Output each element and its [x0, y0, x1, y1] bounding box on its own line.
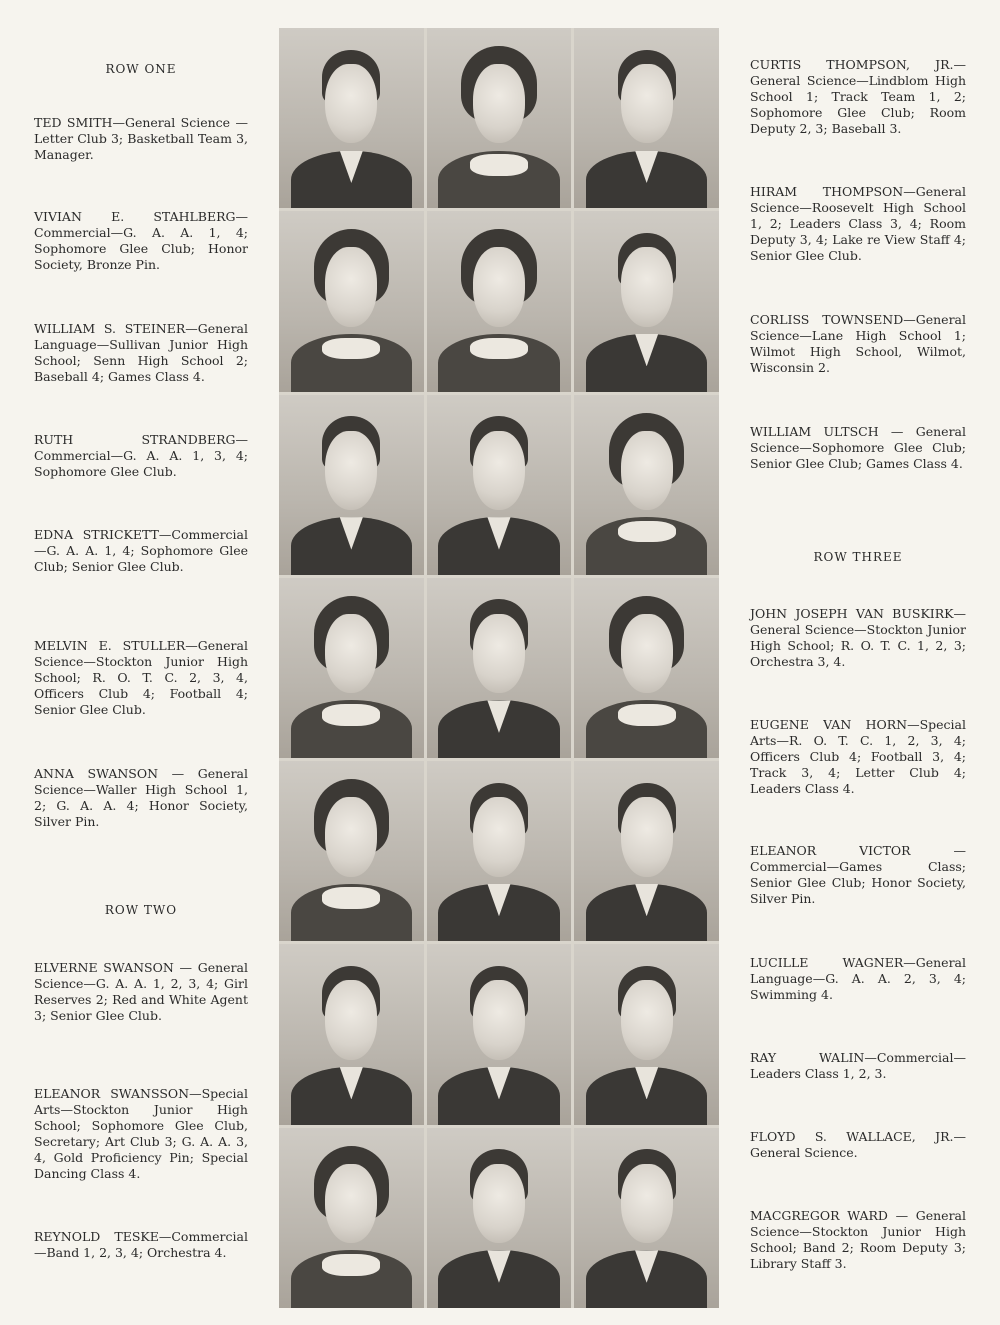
entry-eleanor-victor: ELEANOR VICTOR — Commercial—Games Class; Senior Glee Club; Honor Society, Silver Pin.	[750, 843, 966, 906]
row-three-heading: ROW THREE	[813, 550, 903, 564]
entry-ruth-strandberg: RUTH STRANDBERG—Commercial—G. A. A. 1, 3, 4; Sophomore Glee Club.	[34, 432, 248, 479]
portrait-lucille-wagner	[279, 1128, 424, 1308]
portrait-edna-strickett	[427, 211, 572, 391]
row-two-heading: ROW TWO	[104, 903, 178, 917]
portrait-hiram-thompson	[574, 211, 719, 391]
entry-eugene-van-horn: EUGENE VAN HORN—Special Arts—R. O. T. C. 1, 2, 3, 4; Officers Club 4; Football 3, 4; Track 3, 4; Letter Club 4; Leaders Class 4.	[750, 717, 966, 796]
portrait-ted-smith	[279, 28, 424, 208]
portrait-william-steiner	[279, 395, 424, 575]
entry-macgregor-ward: MACGREGOR WARD — General Science—Stockton Junior High School; Band 2; Room Deputy 3; Library Staff 3.	[750, 1208, 966, 1271]
portrait-corliss-townsend	[427, 578, 572, 758]
entry-ray-walin: RAY WALIN—Commercial— Leaders Class 1, 2, 3.	[750, 1050, 966, 1081]
entry-hiram-thompson: HIRAM THOMPSON—General Science—Roosevelt High School 1, 2; Leaders Class 3, 4; Room Deputy 3, 4; Lake re View Staff 4; Senior Glee Club.	[750, 184, 966, 263]
portrait-reynold-teske	[279, 944, 424, 1124]
entry-john-van-buskirk: JOHN JOSEPH VAN BUSKIRK—General Science—Stockton Junior High School; R. O. T. C. 1, 2, 3; Orchestra 3, 4.	[750, 606, 966, 669]
portrait-vivian-stahlberg	[427, 28, 572, 208]
portrait-grid	[279, 28, 719, 1308]
entry-floyd-wallace: FLOYD S. WALLACE, JR.— General Science.	[750, 1129, 966, 1160]
portrait-ruth-strandberg	[279, 211, 424, 391]
portrait-eugene-van-horn	[427, 944, 572, 1124]
portrait-william-ultsch	[427, 761, 572, 941]
entry-melvin-stuller: MELVIN E. STULLER—General Science—Stockton Junior High School; R. O. T. C. 2, 3, 4, Officers Club 4; Football 4; Senior Glee Club.	[34, 638, 248, 717]
entry-ted-smith: TED SMITH—General Science —Letter Club 3; Basketball Team 3, Manager.	[34, 115, 248, 162]
entry-corliss-townsend: CORLISS TOWNSEND—General Science—Lane High School 1; Wilmot High School, Wilmot, Wisconsin 2.	[750, 312, 966, 375]
portrait-floyd-wallace	[427, 1128, 572, 1308]
entry-curtis-thompson: CURTIS THOMPSON, JR.— General Science—Lindblom High School 1; Track Team 1, 2; Sophomore Glee Club; Room Deputy 2, 3; Baseball 3.	[750, 57, 966, 136]
portrait-elverne-swanson	[279, 578, 424, 758]
entry-william-ultsch: WILLIAM ULTSCH — General Science—Sophomore Glee Club; Senior Glee Club; Games Class 4.	[750, 424, 966, 471]
portrait-anna-swanson	[574, 395, 719, 575]
entry-vivian-stahlberg: VIVIAN E. STAHLBERG— Commercial—G. A. A. 1, 4; Sophomore Glee Club; Honor Society, Bronze Pin.	[34, 209, 248, 272]
portrait-melvin-stuller	[427, 395, 572, 575]
entry-eleanor-swansson: ELEANOR SWANSSON—Special Arts—Stockton Junior High School; Sophomore Glee Club, Secretary; Art Club 3; G. A. A. 3, 4, Gold Proficiency Pin; Special Dancing Class 4.	[34, 1086, 248, 1181]
entry-anna-swanson: ANNA SWANSON — General Science—Waller High School 1, 2; G. A. A. 4; Honor Society, Silver Pin.	[34, 766, 248, 829]
entry-edna-strickett: EDNA STRICKETT—Commercial—G. A. A. 1, 4; Sophomore Glee Club; Senior Glee Club.	[34, 527, 248, 574]
portrait-eleanor-swansson	[574, 578, 719, 758]
portrait-eleanor-victor	[279, 761, 424, 941]
portrait-ray-walin	[574, 944, 719, 1124]
entry-william-steiner: WILLIAM S. STEINER—General Language—Sullivan Junior High School; Senn High School 2; Baseball 4; Games Class 4.	[34, 321, 248, 384]
portrait-curtis-thompson	[574, 28, 719, 208]
entry-reynold-teske: REYNOLD TESKE—Commercial—Band 1, 2, 3, 4; Orchestra 4.	[34, 1229, 248, 1260]
entry-lucille-wagner: LUCILLE WAGNER—General Language—G. A. A. 2, 3, 4; Swimming 4.	[750, 955, 966, 1002]
row-one-heading: ROW ONE	[105, 62, 177, 76]
portrait-macgregor-ward	[574, 1128, 719, 1308]
entry-elverne-swanson: ELVERNE SWANSON — General Science—G. A. A. 1, 2, 3, 4; Girl Reserves 2; Red and White Agent 3; Senior Glee Club.	[34, 960, 248, 1023]
portrait-john-van-buskirk	[574, 761, 719, 941]
